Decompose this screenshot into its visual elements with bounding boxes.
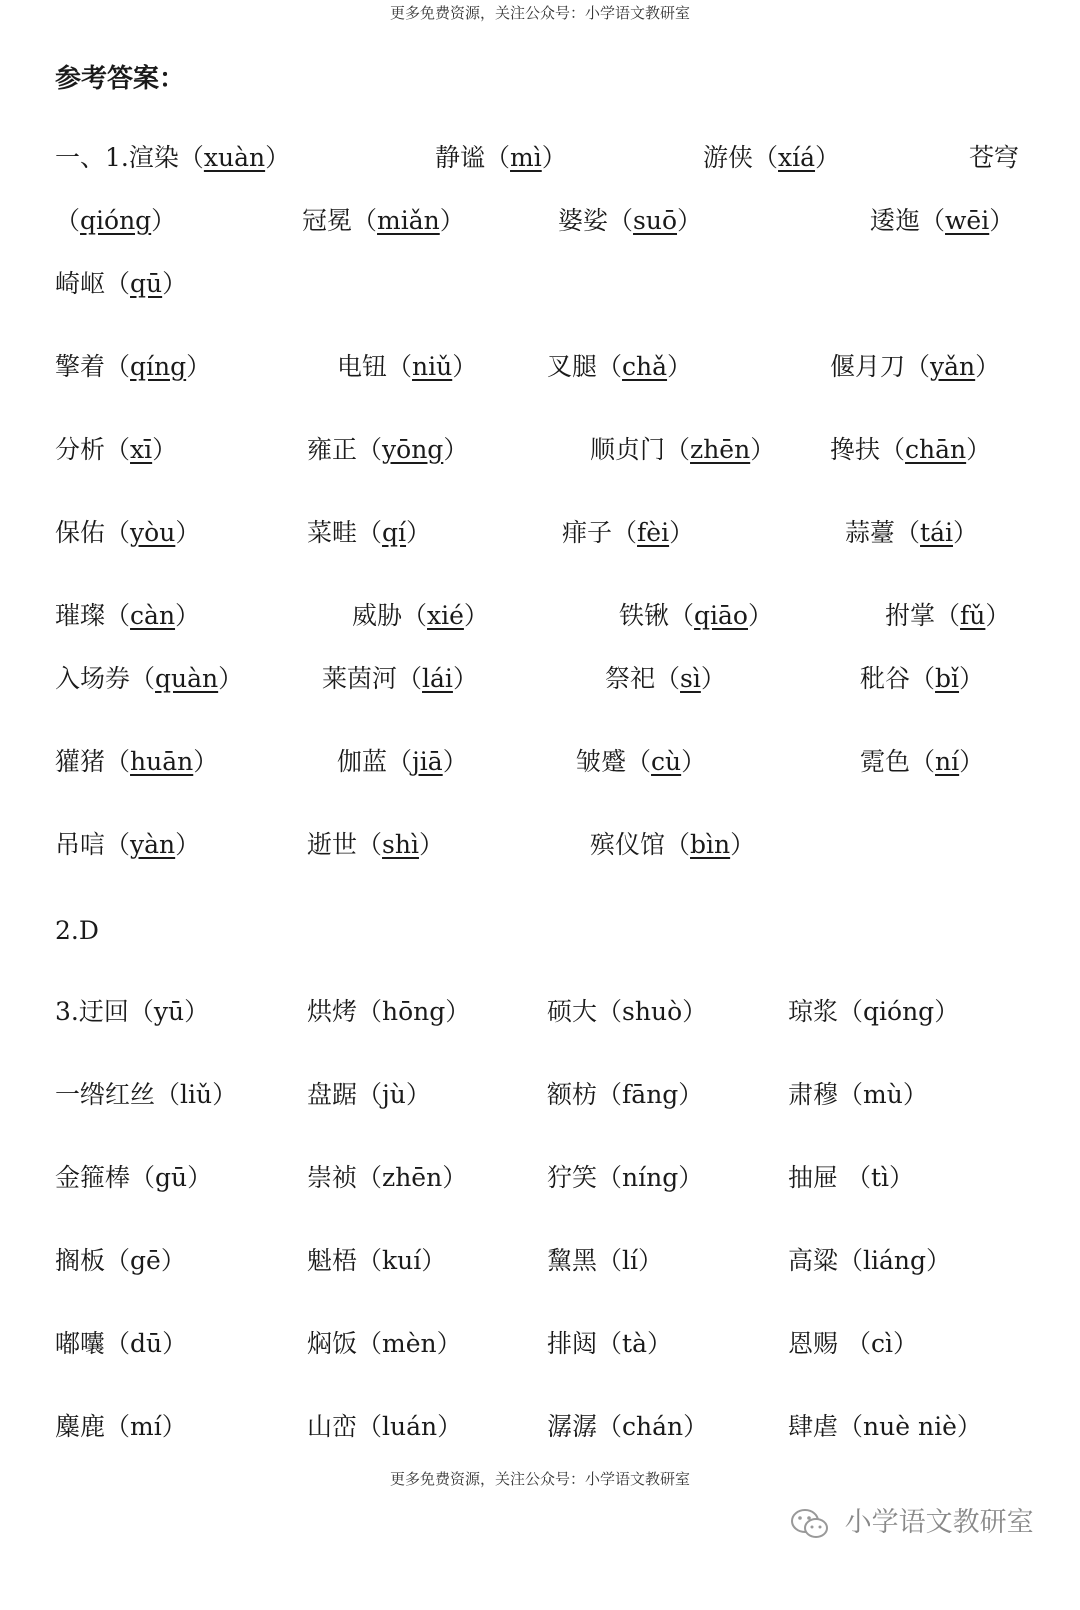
answer-item (605, 661, 726, 697)
pinyin-text: qíng (130, 352, 187, 381)
pinyin-text: wēi (945, 206, 990, 235)
pinyin-text: zhēn (690, 435, 751, 464)
pinyin-answer: （fèi） (612, 518, 695, 547)
pinyin-answer: （mù） (838, 1080, 928, 1109)
pinyin-answer: （gē） (105, 1246, 186, 1275)
pinyin-text: shuò (622, 997, 683, 1026)
pinyin-answer: （kuí） (357, 1246, 447, 1275)
answer-word: 焖饭 (307, 1329, 358, 1358)
answer-word: 逝世 (307, 830, 358, 859)
answer-item (547, 1409, 708, 1445)
answer-word: 祭祀 (605, 664, 656, 693)
answer-item (885, 598, 1010, 634)
answer-word: 游侠 (703, 143, 754, 172)
pinyin-text: ní (935, 747, 960, 776)
answer-word: 菜畦 (307, 518, 358, 547)
pinyin-text: luán (382, 1412, 438, 1441)
pinyin-answer: （yòu） (105, 518, 201, 547)
pinyin-text: mèn (382, 1329, 437, 1358)
answer-item (788, 1326, 918, 1362)
answer-item (337, 349, 477, 385)
answer-word: 搁板 (55, 1246, 106, 1275)
answer-item (55, 994, 209, 1030)
answer-item (55, 203, 176, 239)
pinyin-text: lái (422, 664, 453, 693)
pinyin-text: xī (130, 435, 153, 464)
pinyin-text: càn (130, 601, 176, 630)
answer-item (703, 140, 840, 176)
answer-word: 硕大 (547, 997, 598, 1026)
pinyin-text: bìn (690, 830, 731, 859)
pinyin-text: liáng (863, 1246, 927, 1275)
question-number: 3. (55, 997, 79, 1026)
answer-word: 擎着 (55, 352, 106, 381)
answer-word: 抽屉 (788, 1163, 846, 1192)
answer-item (788, 1160, 914, 1196)
answer-item (547, 1160, 703, 1196)
answer-word: 一绺红丝 (55, 1080, 156, 1109)
answer-word: 盘踞 (307, 1080, 358, 1109)
pinyin-answer: （chān） (880, 435, 992, 464)
answer-word: 拊掌 (885, 601, 936, 630)
answer-word: 搀扶 (830, 435, 881, 464)
pinyin-answer: （liáng） (838, 1246, 952, 1275)
pinyin-answer: （mí） (105, 1412, 187, 1441)
pinyin-text: chán (622, 1412, 684, 1441)
pinyin-answer: （qióng） (55, 206, 177, 235)
answer-item (307, 994, 470, 1030)
answer-item (860, 744, 984, 780)
answer-word: 排闼 (547, 1329, 598, 1358)
pinyin-answer: （xī） (105, 435, 178, 464)
pinyin-text: fǔ (960, 601, 986, 630)
answer-word: 迂回 (78, 997, 129, 1026)
answer-word: 入场券 (55, 664, 131, 693)
pinyin-text: mì (510, 143, 542, 172)
answer-word: 潺潺 (547, 1412, 598, 1441)
answer-word: 秕谷 (860, 664, 911, 693)
pinyin-answer: （cì） (845, 1329, 918, 1358)
answer-word: 琼浆 (788, 997, 839, 1026)
pinyin-text: kuí (382, 1246, 422, 1275)
answer-item (55, 827, 200, 863)
answer-item (788, 994, 959, 1030)
answer-word: 逶迤 (870, 206, 921, 235)
answer-item (302, 203, 465, 239)
pinyin-answer: （zhēn） (665, 435, 776, 464)
pinyin-answer: （càn） (105, 601, 201, 630)
answer-item (322, 661, 478, 697)
page-footer: 更多免费资源，关注公众号：小学语文教研室 (389, 1470, 690, 1488)
pinyin-text: hōng (382, 997, 446, 1026)
answer-word: 山峦 (307, 1412, 358, 1441)
answer-word: 威胁 (352, 601, 403, 630)
answer-item (55, 1326, 187, 1362)
pinyin-answer: （yàn） (105, 830, 201, 859)
answer-word: 肆虐 (788, 1412, 839, 1441)
answer-item (547, 349, 692, 385)
pinyin-answer: （miǎn） (352, 206, 465, 235)
answer-word: 婆娑 (558, 206, 609, 235)
answer-item (55, 744, 218, 780)
pinyin-answer: （jù） (357, 1080, 431, 1109)
pinyin-text: sì (680, 664, 701, 693)
pinyin-text: zhēn (382, 1163, 443, 1192)
answer-item (307, 1409, 462, 1445)
pinyin-answer: （xuàn） (178, 143, 291, 172)
answer-word: 伽蓝 (337, 747, 388, 776)
pinyin-answer: （xié） (402, 601, 489, 630)
pinyin-text: qū (130, 269, 163, 298)
pinyin-text: yàn (130, 830, 176, 859)
pinyin-text: xié (427, 601, 464, 630)
answer-word: 莱茵河 (322, 664, 398, 693)
pinyin-text: yòu (130, 518, 176, 547)
answer-word: 分析 (55, 435, 106, 464)
answer-item (558, 203, 702, 239)
answer-word: 叉腿 (547, 352, 598, 381)
answer-item (55, 349, 211, 385)
answer-item (860, 661, 984, 697)
answer-item (307, 1243, 446, 1279)
pinyin-answer: （yū） (128, 997, 210, 1026)
answer-word: 烘烤 (307, 997, 358, 1026)
pinyin-answer: （sì） (655, 664, 726, 693)
answer-item (55, 598, 200, 634)
pinyin-answer: （ní） (910, 747, 985, 776)
answer-item (55, 432, 177, 468)
pinyin-text: shì (382, 830, 419, 859)
answer-item (435, 140, 567, 176)
pinyin-text: xíá (778, 143, 816, 172)
answer-word: 皱蹙 (576, 747, 627, 776)
pinyin-text: níng (622, 1163, 679, 1192)
pinyin-answer: （tì） (845, 1163, 915, 1192)
answer-word: 偃月刀 (830, 352, 906, 381)
pinyin-text: chǎ (622, 352, 668, 381)
watermark-text: 小学语文教研室 (844, 1507, 1034, 1538)
answer-item (307, 432, 468, 468)
answer-item (55, 140, 290, 176)
answer-word: 苍穹 (969, 143, 1020, 172)
pinyin-text: tì (870, 1163, 890, 1192)
answer-word: 獾猪 (55, 747, 106, 776)
answer-item (307, 1077, 431, 1113)
pinyin-answer: （nuè niè） (838, 1412, 982, 1441)
pinyin-answer: （mèn） (357, 1329, 462, 1358)
pinyin-text: cù (651, 747, 682, 776)
pinyin-text: bǐ (935, 664, 960, 693)
answer-word: 静谧 (435, 143, 486, 172)
pinyin-answer: （tái） (895, 518, 978, 547)
answer-item (547, 994, 707, 1030)
pinyin-answer: （qíng） (105, 352, 212, 381)
answer-item (55, 1243, 186, 1279)
answer-word: 额枋 (547, 1080, 598, 1109)
pinyin-answer: （qū） (105, 269, 188, 298)
pinyin-text: mí (130, 1412, 162, 1441)
pinyin-answer: （qióng） (838, 997, 960, 1026)
pinyin-answer: （quàn） (130, 664, 244, 693)
pinyin-text: yū (153, 997, 185, 1026)
answer-item (619, 598, 773, 634)
pinyin-answer: （niǔ） (387, 352, 478, 381)
answer-item (830, 432, 991, 468)
pinyin-answer: （chǎ） (597, 352, 693, 381)
pinyin-text: yǎn (930, 352, 976, 381)
answer-item (547, 1077, 703, 1113)
answer-word: 嘟囔 (55, 1329, 106, 1358)
answer-item (576, 744, 706, 780)
pinyin-answer: （luán） (357, 1412, 463, 1441)
pinyin-text: chān (905, 435, 967, 464)
pinyin-answer: （lí） (597, 1246, 664, 1275)
answer-item (590, 432, 775, 468)
pinyin-answer: （lái） (397, 664, 478, 693)
answer-item (352, 598, 489, 634)
answer-word: 崎岖 (55, 269, 106, 298)
pinyin-text: liǔ (180, 1080, 213, 1109)
answer-item (307, 827, 444, 863)
answer-word: 吊唁 (55, 830, 106, 859)
answer-word: 雍正 (307, 435, 358, 464)
answer-word: 高粱 (788, 1246, 839, 1275)
answer-word: 麋鹿 (55, 1412, 106, 1441)
pinyin-answer: （níng） (597, 1163, 704, 1192)
answer-word: 殡仪馆 (590, 830, 666, 859)
pinyin-answer: （mì） (485, 143, 567, 172)
pinyin-answer: （hōng） (357, 997, 471, 1026)
wechat-icon (790, 1507, 830, 1541)
pinyin-answer: （zhēn） (357, 1163, 468, 1192)
pinyin-answer: （shuò） (597, 997, 708, 1026)
pinyin-text: jù (382, 1080, 406, 1109)
answer-item (788, 1077, 928, 1113)
pinyin-text: mù (863, 1080, 903, 1109)
answer-word: 恩赐 (788, 1329, 846, 1358)
pinyin-text: qí (382, 518, 407, 547)
pinyin-text: niǔ (412, 352, 453, 381)
answer-word: 渲染 (128, 143, 179, 172)
question-2-answer: 2.D (55, 916, 99, 945)
pinyin-answer: （huān） (105, 747, 219, 776)
pinyin-text: qiāo (694, 601, 748, 630)
pinyin-answer: （fāng） (597, 1080, 704, 1109)
pinyin-text: cì (870, 1329, 893, 1358)
answer-word: 铁锹 (619, 601, 670, 630)
pinyin-answer: （bìn） (665, 830, 756, 859)
pinyin-text: fèi (637, 518, 670, 547)
pinyin-answer: （qí） (357, 518, 432, 547)
pinyin-answer: （dū） (105, 1329, 188, 1358)
page-header: 更多免费资源，关注公众号：小学语文教研室 (389, 4, 690, 22)
answer-word: 肃穆 (788, 1080, 839, 1109)
pinyin-answer: （liǔ） (155, 1080, 238, 1109)
answer-item (337, 744, 468, 780)
pinyin-text: xuàn (203, 143, 266, 172)
pinyin-text: nuè niè (863, 1412, 957, 1441)
answer-item (547, 1326, 672, 1362)
question-number: 一、1. (55, 143, 129, 172)
answer-word: 崇祯 (307, 1163, 358, 1192)
answer-word: 狞笑 (547, 1163, 598, 1192)
pinyin-text: jiā (412, 747, 443, 776)
answer-word: 霓色 (860, 747, 911, 776)
pinyin-answer: （chán） (597, 1412, 709, 1441)
pinyin-text: lí (622, 1246, 639, 1275)
pinyin-text: tái (920, 518, 953, 547)
pinyin-text: qióng (80, 206, 152, 235)
answer-item (562, 515, 694, 551)
pinyin-answer: （cù） (626, 747, 707, 776)
pinyin-text: fāng (622, 1080, 679, 1109)
answer-item (547, 1243, 663, 1279)
pinyin-text: yōng (382, 435, 444, 464)
answer-item (845, 515, 978, 551)
pinyin-text: miǎn (377, 206, 440, 235)
answer-word: 顺贞门 (590, 435, 666, 464)
pinyin-answer: （wēi） (920, 206, 1015, 235)
answer-word: 魁梧 (307, 1246, 358, 1275)
answer-item (788, 1243, 951, 1279)
pinyin-text: dū (130, 1329, 163, 1358)
pinyin-answer: （bǐ） (910, 664, 985, 693)
pinyin-text: tà (622, 1329, 647, 1358)
answer-item (55, 266, 187, 302)
answer-item (307, 1326, 462, 1362)
answer-item (55, 1077, 237, 1113)
pinyin-answer: （fǔ） (935, 601, 1011, 630)
answer-item (788, 1409, 982, 1445)
answer-word: 痱子 (562, 518, 613, 547)
pinyin-answer: （qiāo） (669, 601, 774, 630)
pinyin-answer: （jiā） (387, 747, 468, 776)
pinyin-text: qióng (863, 997, 935, 1026)
pinyin-answer: （xíá） (753, 143, 841, 172)
pinyin-text: huān (130, 747, 194, 776)
answer-item (307, 1160, 467, 1196)
pinyin-answer: （yōng） (357, 435, 469, 464)
answer-item (969, 140, 1019, 176)
answer-word: 保佑 (55, 518, 106, 547)
answer-word: 黧黑 (547, 1246, 598, 1275)
answer-word: 电钮 (337, 352, 388, 381)
pinyin-text: suō (633, 206, 678, 235)
answer-item (55, 1409, 187, 1445)
answer-word: 蒜薹 (845, 518, 896, 547)
answer-item (55, 661, 243, 697)
pinyin-answer: （shì） (357, 830, 444, 859)
answer-item (870, 203, 1014, 239)
pinyin-answer: （yǎn） (905, 352, 1001, 381)
pinyin-answer: （tà） (597, 1329, 672, 1358)
pinyin-text: gē (130, 1246, 161, 1275)
answer-item (307, 515, 431, 551)
answer-item (590, 827, 755, 863)
pinyin-text: gū (155, 1163, 188, 1192)
wechat-watermark (790, 1500, 1034, 1541)
answer-item (55, 515, 200, 551)
pinyin-answer: （gū） (130, 1163, 213, 1192)
page-title: 参考答案： (55, 64, 186, 94)
answer-word: 璀璨 (55, 601, 106, 630)
pinyin-answer: （suō） (608, 206, 703, 235)
answer-word: 冠冕 (302, 206, 353, 235)
answer-word: 金箍棒 (55, 1163, 131, 1192)
pinyin-text: quàn (155, 664, 219, 693)
answer-item (830, 349, 1000, 385)
answer-item (55, 1160, 212, 1196)
